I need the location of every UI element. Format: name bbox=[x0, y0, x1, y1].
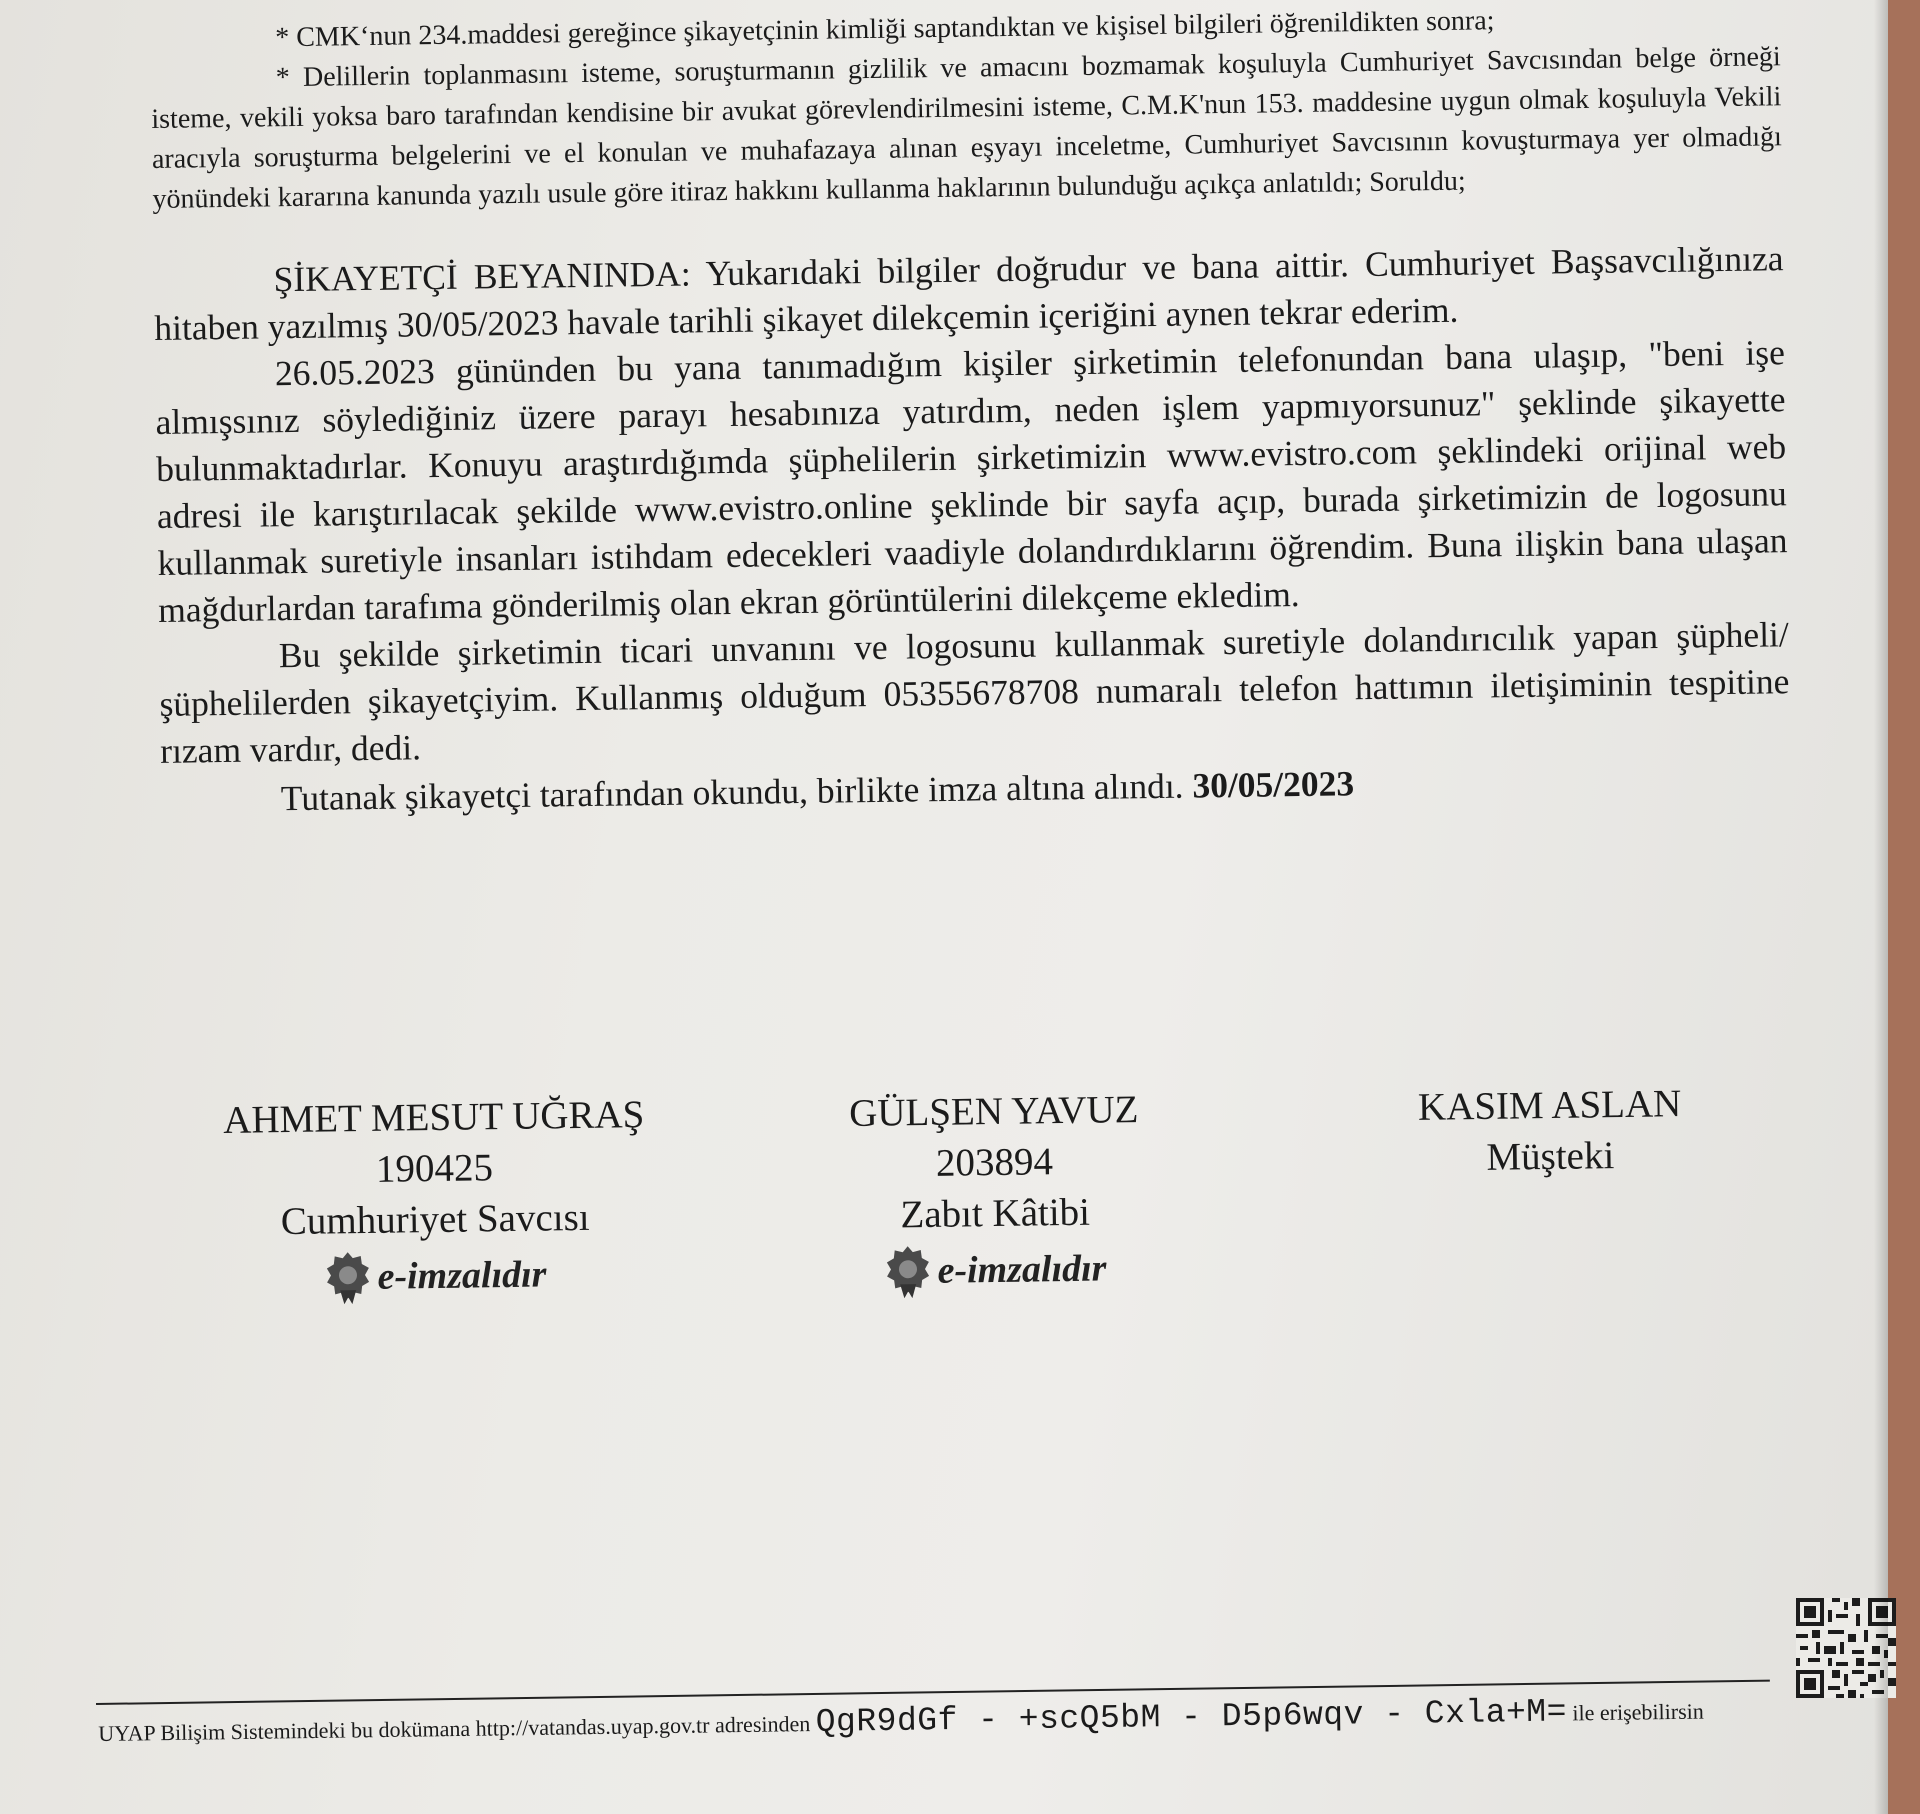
signatory-title: Müşteki bbox=[1486, 1134, 1615, 1179]
verification-code: QgR9dGf - +scQ5bM - D5p6wqv - Cxla+M= bbox=[815, 1693, 1568, 1741]
intro-line-rights: * Delillerin toplanmasını isteme, soruşturmanın gizlilik ve amacını bozmamak koşuluyla Cumhuriyet Savcısından belge örneği isteme, vekili yoksa baro tarafından kendisine bir avukat görevlendirilmesini isteme, C.M.K'nun 153. maddesine uygun olmak koşuluyla Vekili aracıyla soruşturma belgelerini ve el konulan ve muhafazaya alınan eşyayı inceletme, Cumhuriyet Savcısının kovuşturmaya yer olmadığı yönündeki kararına kanunda yazılı usule göre itiraz hakkını kullanma haklarının bulunduğu açıkça anlatıldı; Soruldu; bbox=[151, 41, 1783, 215]
esign-mark bbox=[885, 1241, 1107, 1298]
footer-suffix: ile erişebilirsin bbox=[1572, 1698, 1704, 1726]
esign-text: e-imzalıdır bbox=[937, 1246, 1107, 1292]
signatory-prosecutor bbox=[193, 1089, 676, 1320]
signatory-name: GÜLŞEN YAVUZ bbox=[848, 1087, 1139, 1136]
qr-code-icon bbox=[1796, 1596, 1896, 1700]
esign-seal-icon bbox=[885, 1244, 930, 1299]
signatory-id: 203894 bbox=[935, 1140, 1054, 1185]
closing-text: Tutanak şikayetçi tarafından okundu, birlikte imza altına alındı. bbox=[280, 765, 1184, 819]
signatory-name: KASIM ASLAN bbox=[1417, 1082, 1682, 1129]
esign-text: e-imzalıdır bbox=[377, 1252, 547, 1298]
complaint-details: 26.05.2023 gününden bu yana tanımadığım kişiler şirketimin telefonundan bana ulaşıp, "beni işe almışsınız söylediğiniz üzere parayı hesabınıza yatırdım, neden işlem yapmıyorsunuz" şeklinde şikayette bulunmaktadırlar. Konuyu araştırdığımda şüphelilerin şirketimizin www.evistro.com şeklindeki orijinal web adresi ile karıştırılacak şekilde www.evistro.online şeklinde bir sayfa açıp, burada şirketimizin de logosunu kullanmak suretiyle insanları istihdam edecekleri vaadiyle dolandırdıklarını öğrendim. Buna ilişkin bana ulaşan mağdurlardan tarafıma gönderilmiş olan ekran görüntülerini dilekçeme ekledim. bbox=[155, 332, 1788, 630]
signatory-name: AHMET MESUT UĞRAŞ bbox=[222, 1093, 645, 1142]
esign-mark bbox=[325, 1247, 547, 1304]
document-body bbox=[150, 0, 1791, 824]
complainant-statement: ŞİKAYETÇİ BEYANINDA: Yukarıdaki bilgiler doğrudur ve bana aittir. Cumhuriyet Başsavcılığınıza hitaben yazılmış 30/05/2023 havale tarihli şikayet dilekçemin içeriğini aynen tekrar ederim. bbox=[154, 238, 1784, 348]
signatory-id: 190425 bbox=[375, 1146, 494, 1191]
signatory-title: Cumhuriyet Savcısı bbox=[280, 1195, 590, 1244]
esign-seal-icon bbox=[325, 1250, 370, 1305]
signatory-clerk bbox=[753, 1083, 1236, 1314]
intro-line-identity: * CMK‘nun 234.maddesi gereğince şikayetçinin kimliği saptandıktan ve kişisel bilgileri öğrenildikten sonra; bbox=[275, 5, 1495, 54]
signatory-title: Zabıt Kâtibi bbox=[900, 1190, 1091, 1237]
closing-date: 30/05/2023 bbox=[1192, 763, 1355, 806]
footer-prefix: UYAP Bilişim Sistemindeki bu dokümana http://vatandas.uyap.gov.tr adresinden bbox=[98, 1711, 811, 1746]
complaint-conclusion: Bu şekilde şirketimin ticari unvanını ve logosunu kullanmak suretiyle dolandırıcılık yapan şüpheli/şüphelilerden şikayetçiyim. Kullanmış olduğum 05355678708 numaralı telefon hattımın iletişiminin tespitine rızam vardır, dedi. bbox=[159, 614, 1790, 771]
signatory-complainant bbox=[1329, 1077, 1770, 1185]
